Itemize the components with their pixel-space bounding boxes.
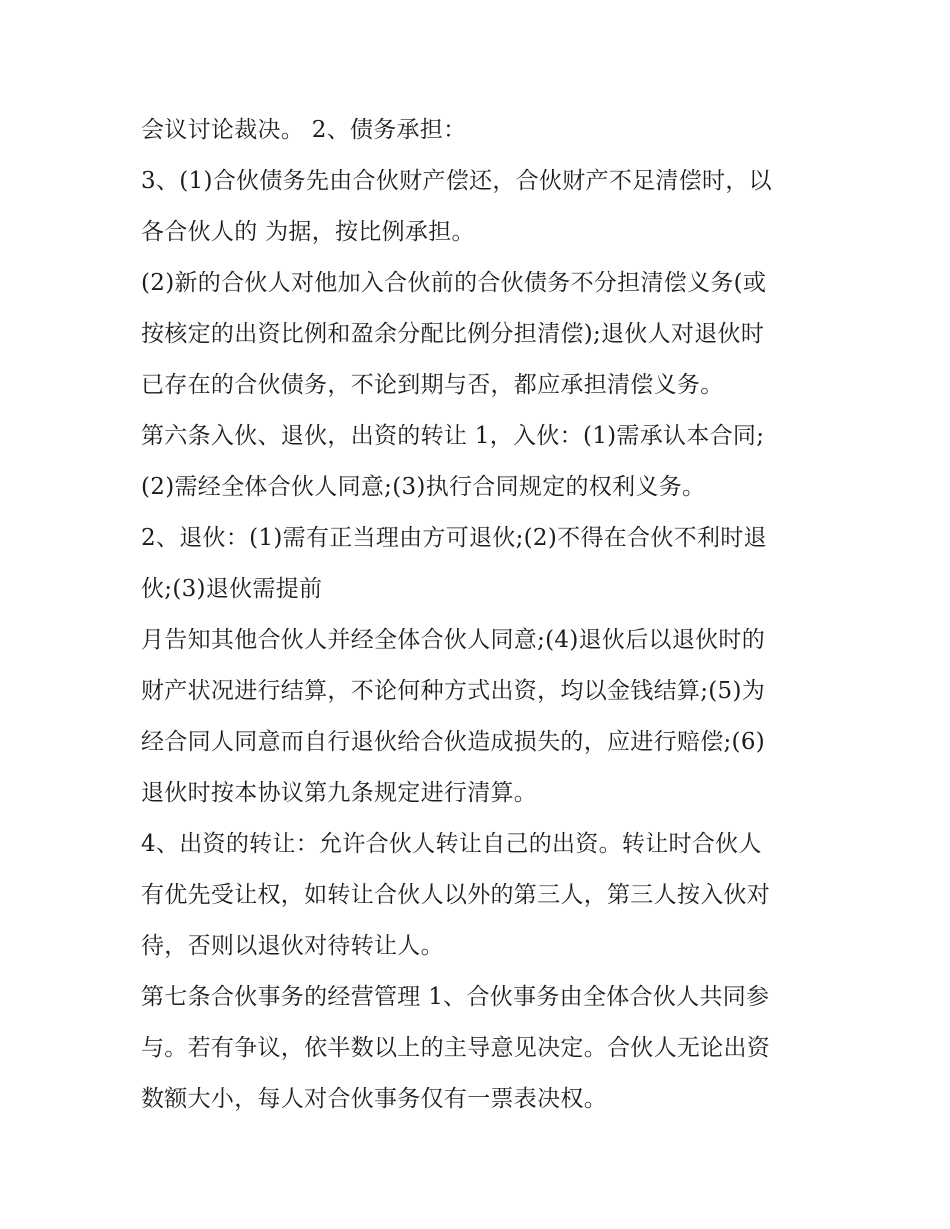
text-line: (2)新的合伙人对他加入合伙前的合伙债务不分担清偿义务(或 (141, 270, 767, 296)
text-line: 经合同人同意而自行退伙给合伙造成损失的，应进行赔偿;(6) (141, 729, 766, 755)
text-line: 4、出资的转让：允许合伙人转让自己的出资。转让时合伙人 (141, 831, 762, 857)
text-line: 财产状况进行结算，不论何种方式出资，均以金钱结算;(5)为 (141, 678, 766, 704)
text-line: 第七条合伙事务的经营管理 1、合伙事务由全体合伙人共同参 (141, 984, 770, 1010)
text-line: 伙;(3)退伙需提前 (141, 576, 323, 602)
text-line: 月告知其他合伙人并经全体合伙人同意;(4)退伙后以退伙时的 (141, 627, 766, 653)
text-line: 有优先受让权，如转让合伙人以外的第三人，第三人按入伙对 (141, 882, 771, 908)
text-line: 数额大小，每人对合伙事务仅有一票表决权。 (141, 1086, 607, 1112)
text-line: 待，否则以退伙对待转让人。 (141, 933, 444, 959)
text-line: (2)需经全体合伙人同意;(3)执行合同规定的权利义务。 (141, 474, 706, 500)
text-line: 按核定的出资比例和盈余分配比例分担清偿);退伙人对退伙时 (141, 321, 765, 347)
text-line: 第六条入伙、退伙，出资的转让 1，入伙：(1)需承认本合同; (141, 423, 765, 449)
text-line: 各合伙人的 为据，按比例承担。 (141, 219, 475, 245)
text-line: 与。若有争议，依半数以上的主导意见决定。合伙人无论出资 (141, 1035, 771, 1061)
text-line: 已存在的合伙债务，不论到期与否，都应承担清偿义务。 (141, 372, 724, 398)
text-line: 退伙时按本协议第九条规定进行清算。 (141, 780, 538, 806)
text-line: 2、退伙：(1)需有正当理由方可退伙;(2)不得在合伙不利时退 (141, 525, 767, 551)
document-body (141, 110, 821, 1130)
text-line: 3、(1)合伙债务先由合伙财产偿还，合伙财产不足清偿时，以 (141, 168, 772, 194)
text-line: 会议讨论裁决。 2、债务承担： (141, 117, 467, 143)
